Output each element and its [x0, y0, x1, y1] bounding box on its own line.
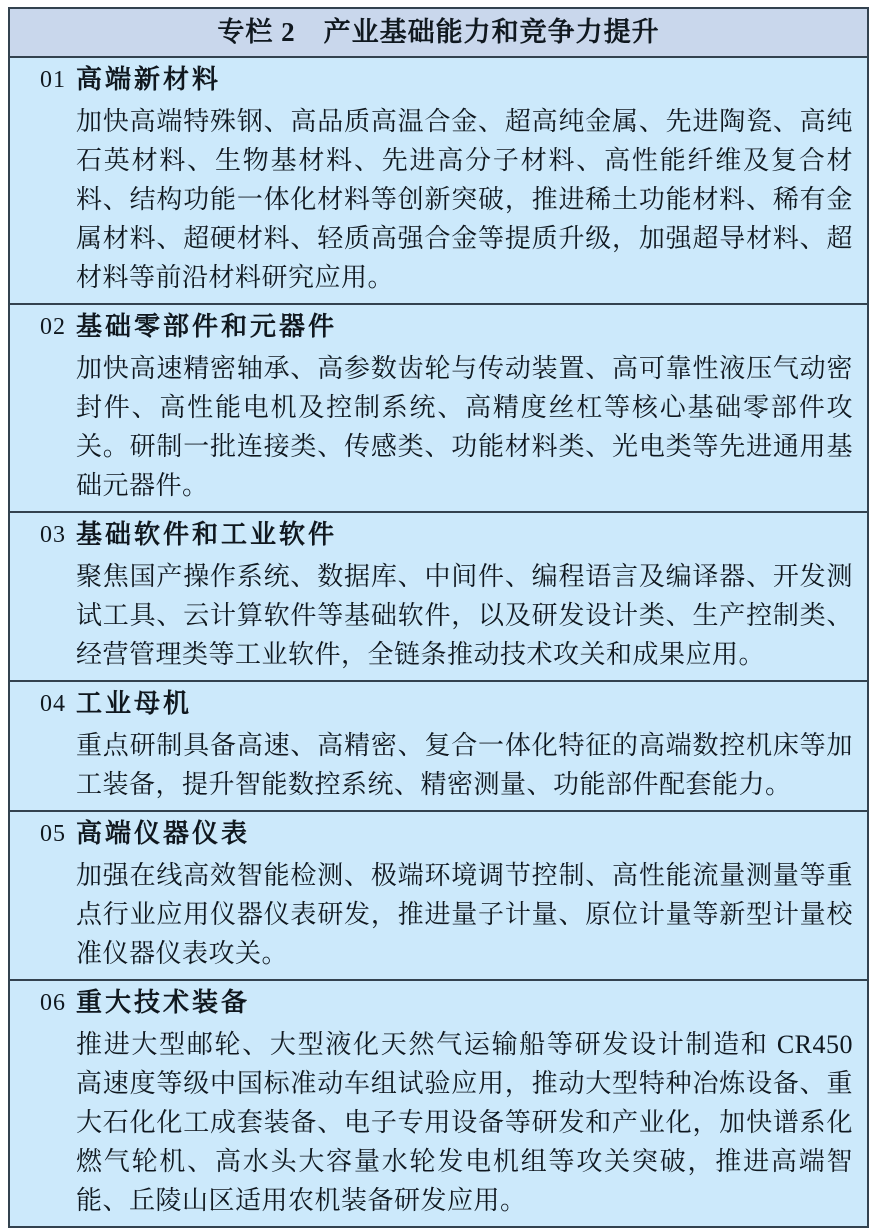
section-major-technical-equipment: [10, 979, 867, 1226]
section-title: 高端仪器仪表: [76, 819, 251, 848]
section-high-end-instruments: [10, 810, 867, 979]
section-title: 基础零部件和元器件: [76, 312, 338, 341]
section-number: 04: [40, 691, 66, 717]
section-basic-components: [10, 303, 867, 511]
section-title: 基础软件和工业软件: [76, 520, 338, 549]
section-number: 02: [40, 314, 66, 340]
section-body: 加强在线高效智能检测、极端环境调节控制、高性能流量测量等重点行业应用仪器仪表研发，推进量子计量、原位计量等新型计量校准仪器仪表攻关。: [76, 861, 853, 968]
section-body: 加快高速精密轴承、高参数齿轮与传动装置、高可靠性液压气动密封件、高性能电机及控制系统、高精度丝杠等核心基础零部件攻关。研制一批连接类、传感类、功能材料类、光电类等先进通用基础元器件。: [76, 354, 853, 500]
section-number: 05: [40, 821, 66, 847]
section-body: 聚焦国产操作系统、数据库、中间件、编程语言及编译器、开发测试工具、云计算软件等基础软件，以及研发设计类、生产控制类、经营管理类等工业软件，全链条推动技术攻关和成果应用。: [76, 562, 853, 669]
section-heading: [40, 987, 853, 1023]
section-basic-and-industrial-software: [10, 511, 867, 680]
section-heading: [40, 818, 853, 854]
policy-box-panel: [8, 7, 869, 1228]
section-heading: [40, 688, 853, 724]
section-high-end-new-materials: [10, 56, 867, 303]
section-body: 重点研制具备高速、高精密、复合一体化特征的高端数控机床等加工装备，提升智能数控系统、精密测量、功能部件配套能力。: [76, 731, 853, 799]
section-body: 加快高端特殊钢、高品质高温合金、超高纯金属、先进陶瓷、高纯石英材料、生物基材料、先进高分子材料、高性能纤维及复合材料、结构功能一体化材料等创新突破，推进稀土功能材料、稀有金属材料、超硬材料、轻质高强合金等提质升级，加强超导材料、超材料等前沿材料研究应用。: [76, 107, 853, 292]
section-number: 06: [40, 990, 66, 1016]
panel-title: 专栏 2 产业基础能力和竞争力提升: [217, 17, 660, 47]
panel-header: [10, 9, 867, 56]
section-heading: [40, 64, 853, 100]
section-number: 01: [40, 67, 66, 93]
section-title: 工业母机: [76, 689, 193, 718]
section-heading: [40, 311, 853, 347]
section-industrial-machine-tools: [10, 680, 867, 810]
section-title: 重大技术装备: [76, 988, 251, 1017]
section-title: 高端新材料: [76, 65, 222, 94]
section-heading: [40, 519, 853, 555]
section-body: 推进大型邮轮、大型液化天然气运输船等研发设计制造和 CR450 高速度等级中国标准动车组试验应用，推动大型特种冶炼设备、重大石化化工成套装备、电子专用设备等研发和产业化，加快谱系化燃气轮机、高水头大容量水轮发电机组等攻关突破，推进高端智能、丘陵山区适用农机装备研发应用。: [76, 1030, 853, 1215]
section-number: 03: [40, 522, 66, 548]
